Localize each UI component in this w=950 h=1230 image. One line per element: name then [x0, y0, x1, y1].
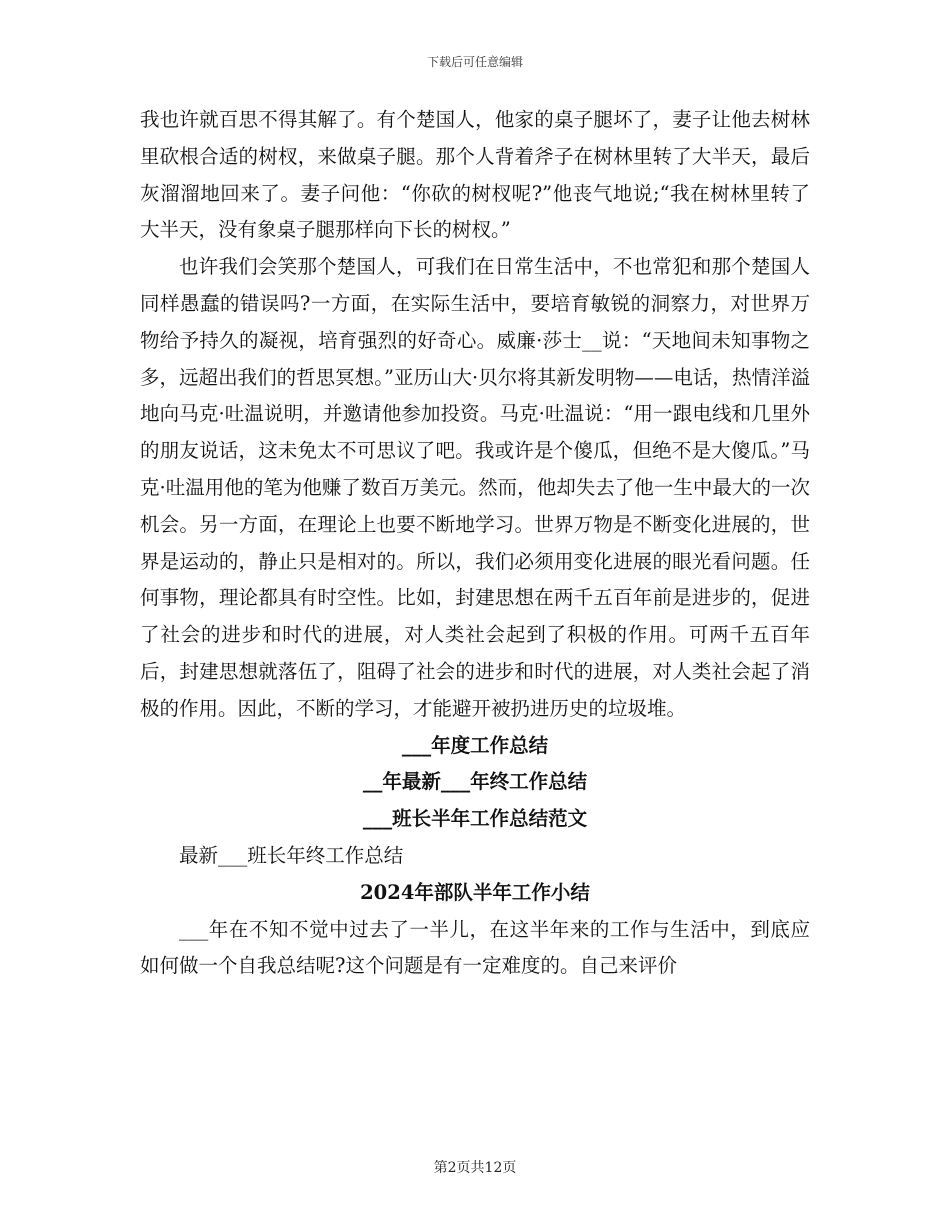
subheading-monitor-year-end: 最新___班长年终工作总结 — [179, 843, 404, 867]
heading-year-end-summary: __年最新___年终工作总结 — [362, 770, 588, 794]
heading-army-half-year: 2024年部队半年工作小结 — [360, 880, 590, 904]
document-body — [140, 102, 810, 985]
paragraph-chu-man-story: 我也许就百思不得其解了。有个楚国人，他家的桌子腿坏了，妻子让他去树林里砍根合适的树杈，来做桌子腿。那个人背着斧子在树林里转了大半天，最后灰溜溜地回来了。妻子问他：“你砍的树杈呢?”他丧气地说;“我在树林里转了大半天，没有象桌子腿那样向下长的树杈。” — [140, 108, 810, 242]
page-header: 下载后可任意编辑 — [426, 55, 523, 69]
heading-monitor-half-year: ___班长半年工作总结范文 — [362, 807, 588, 831]
paragraph-learning-essay: 也许我们会笑那个楚国人，可我们在日常生活中，不也常犯和那个楚国人同样愚蠢的错误吗?一方面，在实际生活中，要培育敏锐的洞察力，对世界万物给予持久的凝视，培育强烈的好奇心。威廉·莎士__说：“天地间未知事物之多，远超出我们的哲思冥想。”亚历山大·贝尔将其新发明物——电话，热情洋溢地向马克·吐温说明，并邀请他参加投资。马克·吐温说：“用一跟电线和几里外的朋友说话，这未免太不可思议了吧。我或许是个傻瓜，但绝不是大傻瓜。”马克·吐温用他的笔为他赚了数百万美元。然而，他却失去了他一生中最大的一次机会。另一方面，在理论上也要不断地学习。世界万物是不断变化进展的，世界是运动的，静止只是相对的。所以，我们必须用变化进展的眼光看问题。任何事物，理论都具有时空性。比如，封建思想在两千五百年前是进步的，促进了社会的进步和时代的进展，对人类社会起到了积极的作用。可两千五百年后，封建思想就落伍了，阻碍了社会的进步和时代的进展，对人类社会起了消极的作用。因此，不断的学习，才能避开被扔进历史的垃圾堆。 — [140, 255, 810, 720]
page-footer: 第2页共12页 — [433, 1160, 517, 1176]
heading-annual-summary: ___年度工作总结 — [401, 733, 549, 757]
paragraph-half-year-intro: ___年在不知不觉中过去了一半儿，在这半年来的工作与生活中，到底应如何做一个自我总结呢?这个问题是有一定难度的。自己来评价 — [140, 917, 810, 978]
